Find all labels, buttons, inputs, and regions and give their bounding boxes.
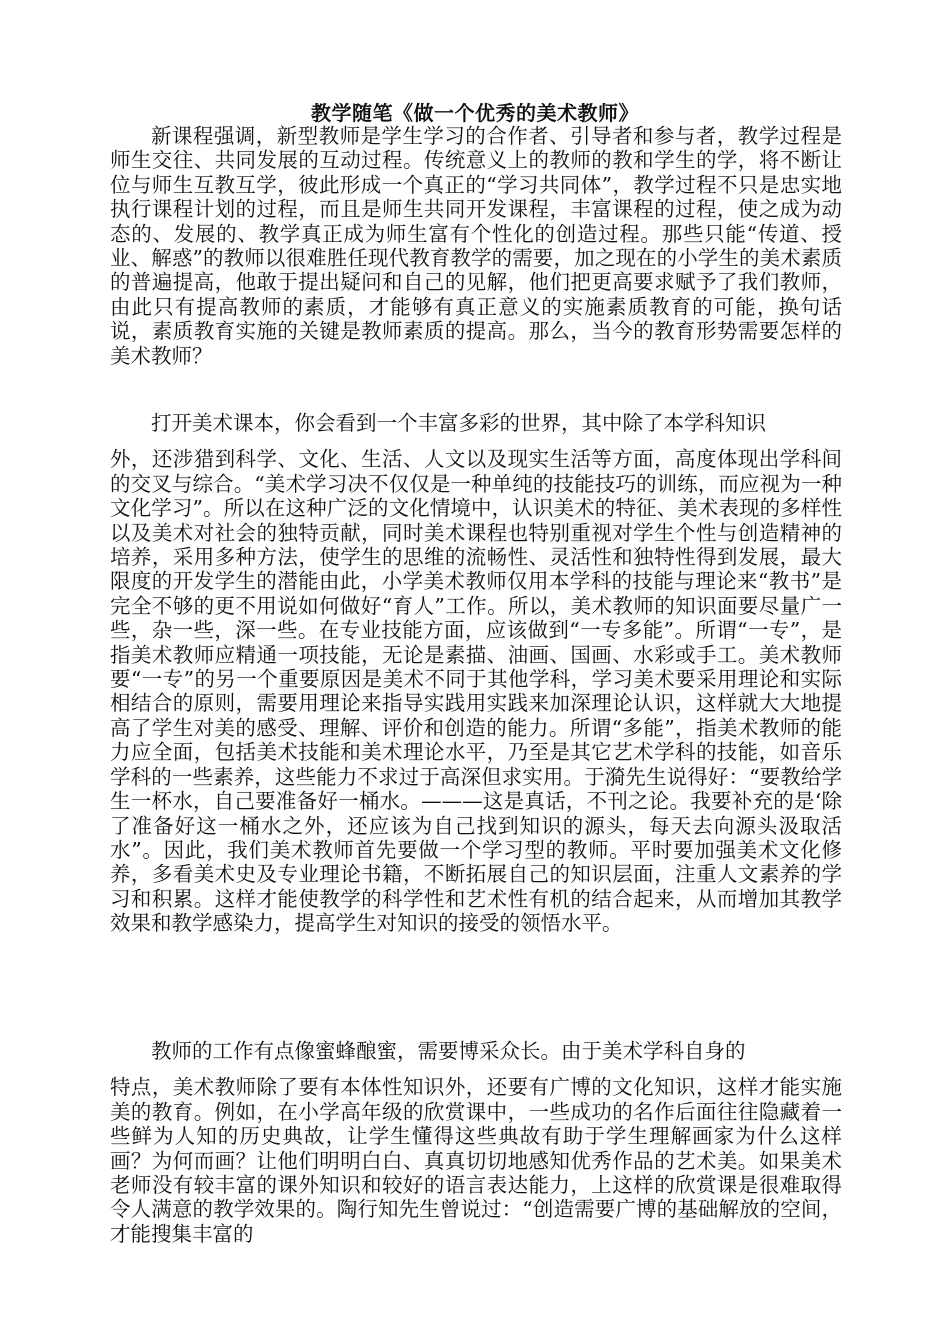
paragraph-2-first-line: 打开美术课本，你会看到一个丰富多彩的世界，其中除了本学科知识 (151, 411, 766, 435)
paragraph-3-text: 特点，美术教师除了要有本体性知识外，还要有广博的文化知识，这样才能实施美的教育。例如，在小学高年级的欣赏课中，一些成功的名作后面往往隐藏着一些鲜为人知的历史典故，让学生懂得这些典故有助于学生理解画家为什么这样画？为何而画？让他们明明白白、真真切切地感知优秀作品的艺术美。如果美术老师没有较丰富的课外知识和较好的语言表达能力，上这样的欣赏课是很难取得令人满意的教学效果的。陶行知先生曾说过：“创造需要广博的基础解放的空间，才能搜集丰富的 (110, 1075, 842, 1246)
paragraph-3-first-line: 教师的工作有点像蜜蜂酿蜜，需要博采众长。由于美术学科自身的 (151, 1039, 746, 1063)
paragraph-3 (110, 1039, 842, 1246)
document-title: 教学随笔《做一个优秀的美术教师》 (311, 101, 639, 125)
paragraph-2-text: 外，还涉猎到科学、文化、生活、人文以及现实生活等方面，高度体现出学科间的交叉与综合。“美术学习决不仅仅是一种单纯的技能技巧的训练，而应视为一种文化学习”。所以在这种广泛的文化情境中，认识美术的特征、美术表现的多样性以及美术对社会的独特贡献，同时美术课程也特别重视对学生个性与创造精神的培养，采用多种方法，使学生的思维的流畅性、灵活性和独特性得到发展，最大限度的开发学生的潜能由此，小学美术教师仅用本学科的技能与理论来“教书”是完全不够的更不用说如何做好“育人”工作。所以，美术教师的知识面要尽量广一些，杂一些，深一些。在专业技能方面，应该做到“一专多能”。所谓“一专”，是指美术教师应精通一项技能，无论是素描、油画、国画、水彩或手工。美术教师要“一专”的另一个重要原因是美术不同于其他学科，学习美术要采用理论和实际相结合的原则，需要用理论来指导实践用实践来加深理论认识，这样就大大地提高了学生对美的感受、理解、评价和创造的能力。所谓“多能”，指美术教师的能力应全面，包括美术技能和美术理论水平，乃至是其它艺术学科的技能，如音乐学科的一些素养，这些能力不求过于高深但求实用。于漪先生说得好：“要教给学生一杯水，自己要准备好一桶水。———这是真话，不刊之论。我要补充的是‘除了准备好这一桶水之外，还应该为自己找到知识的源头，每天去向源头汲取活水”。因此，我们美术教师首先要做一个学习型的教师。平时要加强美术文化修养，多看美术史及专业理论书籍，不断拓展自己的知识层面，注重人文素养的学习和积累。这样才能使教学的科学性和艺术性有机的结合起来，从而增加其教学效果和教学感染力，提高学生对知识的接受的领悟水平。 (110, 447, 842, 936)
paragraph-1-text: 新课程强调，新型教师是学生学习的合作者、引导者和参与者，教学过程是师生交往、共同发展的互动过程。传统意义上的教师的教和学生的学，将不断让位与师生互教互学，彼此形成一个真正的“学习共同体”，教学过程不只是忠实地执行课程计划的过程，而且是师生共同开发课程，丰富课程的过程，使之成为动态的、发展的、教学真正成为师生富有个性化的创造过程。那些只能“传道、授业、解惑”的教师以很难胜任现代教育教学的需要，加之现在的小学生的美术素质的普遍提高，他敢于提出疑问和自己的见解，他们把更高要求赋予了我们教师，由此只有提高教师的素质，才能够有真正意义的实施素质教育的可能，换句话说，素质教育实施的关键是教师素质的提高。那么，当今的教育形势需要怎样的美术教师？ (110, 124, 842, 368)
paragraph-1 (110, 124, 842, 368)
paragraph-2 (110, 411, 842, 936)
